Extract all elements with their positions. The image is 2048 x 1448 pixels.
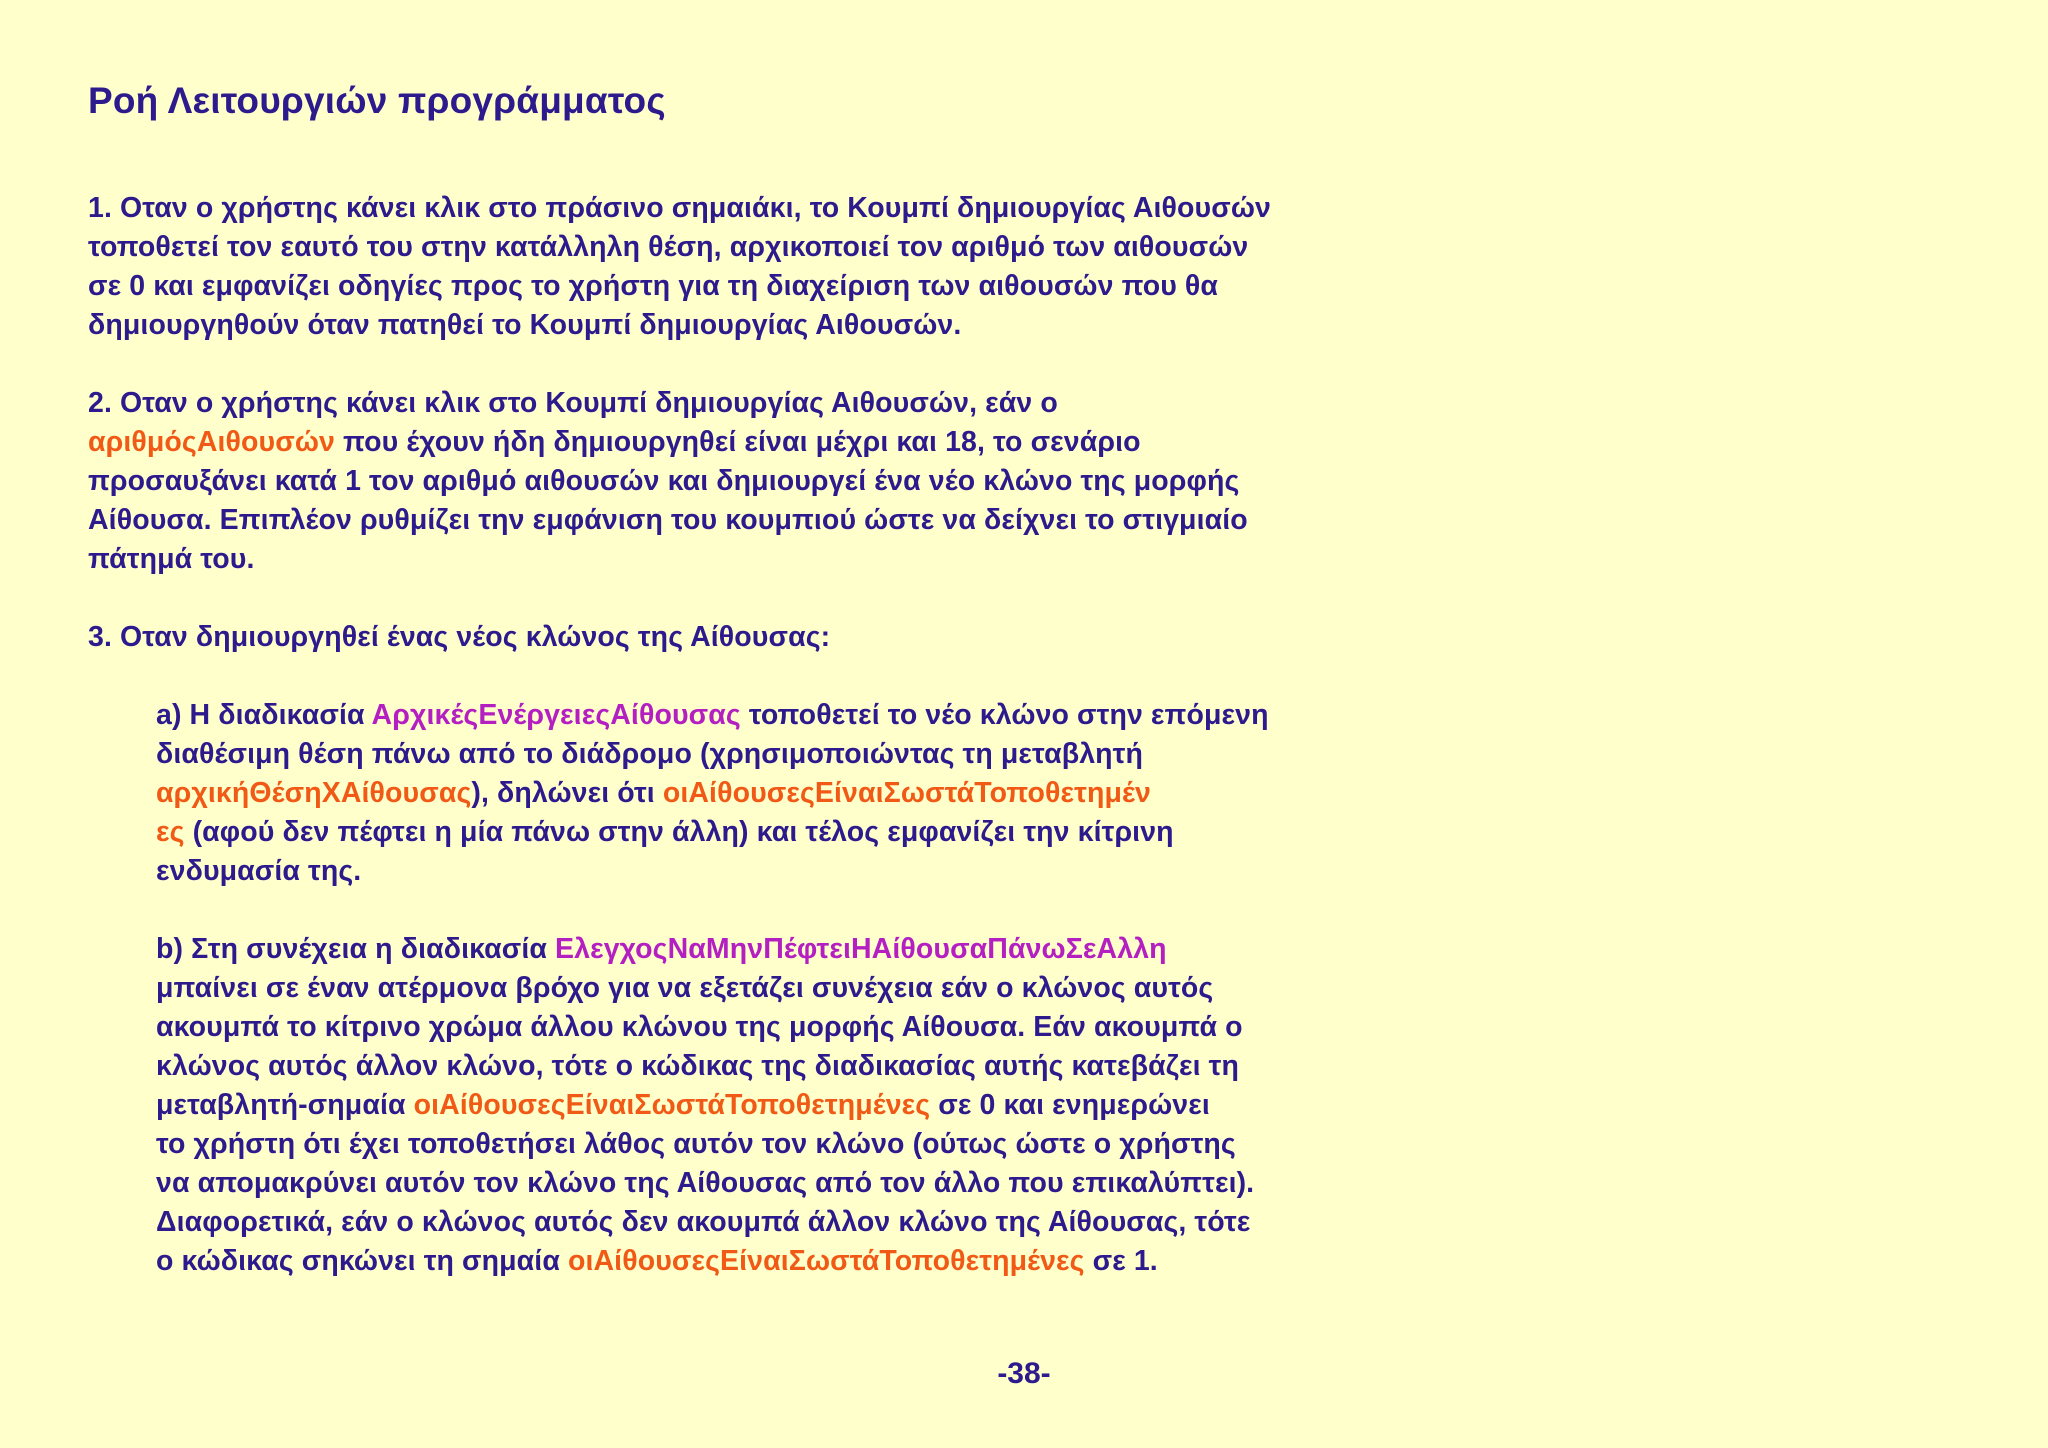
variable-name: ες xyxy=(156,816,185,848)
text-segment: b) Στη συνέχεια η διαδικασία xyxy=(156,933,556,965)
variable-name: οιΑίθουσεςΕίναιΣωστάΤοποθετημέν xyxy=(662,777,1151,809)
page-number: -38- xyxy=(997,1357,1051,1390)
item1-line2: τοποθετεί τον εαυτό του στην κατάλληλη θέση, αρχικοποιεί τον αριθμό των αιθουσών xyxy=(88,231,1249,263)
item2-line4: Αίθουσα. Επιπλέον ρυθμίζει την εμφάνιση του κουμπιού ώστε να δείχνει το στιγμιαίο xyxy=(88,504,1248,536)
text-segment: ο κώδικας σηκώνει τη σημαία xyxy=(156,1245,568,1277)
text-segment: τοποθετεί το νέο κλώνο στην επόμενη xyxy=(740,699,1269,731)
item2-line2 xyxy=(88,423,1141,462)
text-segment: σε 1. xyxy=(1084,1245,1158,1277)
item3a-line3 xyxy=(156,774,1151,813)
text-segment: a) Η διαδικασία xyxy=(156,699,372,731)
item3b-line1 xyxy=(156,930,1167,969)
item3b-line6: το χρήστη ότι έχει τοποθετήσει λάθος αυτόν τον κλώνο (ούτως ώστε ο χρήστης xyxy=(156,1128,1236,1160)
item3a-line1 xyxy=(156,696,1269,735)
item3b-line3: ακουμπά το κίτρινο χρώμα άλλου κλώνου της μορφής Αίθουσα. Εάν ακουμπά ο xyxy=(156,1011,1243,1043)
item1-line1: 1. Οταν ο χρήστης κάνει κλικ στο πράσινο σημαιάκι, το Κουμπί δημιουργίας Αιθουσών xyxy=(88,192,1271,224)
procedure-name: ΕλεγχοςΝαΜηνΠέφτειΗΑίθουσαΠάνωΣεΑλλη xyxy=(555,933,1167,965)
variable-name: οιΑίθουσεςΕίναιΣωστάΤοποθετημένες xyxy=(413,1089,931,1121)
text-segment: σε 0 και ενημερώνει xyxy=(930,1089,1210,1121)
text-segment: (αφού δεν πέφτει η μία πάνω στην άλλη) και τέλος εμφανίζει την κίτρινη xyxy=(184,816,1174,848)
item3b-line2: μπαίνει σε έναν ατέρμονα βρόχο για να εξετάζει συνέχεια εάν ο κλώνος αυτός xyxy=(156,972,1214,1004)
variable-name: οιΑίθουσεςΕίναιΣωστάΤοποθετημένες xyxy=(567,1245,1085,1277)
text-segment: μεταβλητή-σημαία xyxy=(156,1089,414,1121)
item3b-line5 xyxy=(156,1086,1210,1125)
variable-name: αριθμόςΑιθουσών xyxy=(88,426,335,458)
item2-line5: πάτημά του. xyxy=(88,543,255,575)
item3a-line2: διαθέσιμη θέση πάνω από το διάδρομο (χρησιμοποιώντας τη μεταβλητή xyxy=(156,738,1143,770)
item1-line4: δημιουργηθούν όταν πατηθεί το Κουμπί δημιουργίας Αιθουσών. xyxy=(88,309,962,341)
item1-line3: σε 0 και εμφανίζει οδηγίες προς το χρήστη για τη διαχείριση των αιθουσών που θα xyxy=(88,270,1219,302)
text-segment: που έχουν ήδη δημιουργηθεί είναι μέχρι και 18, το σενάριο xyxy=(334,426,1141,458)
item3b-line4: κλώνος αυτός άλλον κλώνο, τότε ο κώδικας της διαδικασίας αυτής κατεβάζει τη xyxy=(156,1050,1239,1082)
item3b-line7: να απομακρύνει αυτόν τον κλώνο της Αίθουσας από τον άλλο που επικαλύπτει). xyxy=(156,1167,1255,1199)
item2-line3: προσαυξάνει κατά 1 τον αριθμό αιθουσών και δημιουργεί ένα νέο κλώνο της μορφής xyxy=(88,465,1240,497)
item3b-line8: Διαφορετικά, εάν ο κλώνος αυτός δεν ακουμπά άλλον κλώνο της Αίθουσας, τότε xyxy=(156,1206,1251,1238)
item3-heading: 3. Οταν δημιουργηθεί ένας νέος κλώνος της Αίθουσας: xyxy=(88,621,831,653)
item2-line1: 2. Οταν ο χρήστης κάνει κλικ στο Κουμπί δημιουργίας Αιθουσών, εάν ο xyxy=(88,387,1058,419)
item3a-line5: ενδυμασία της. xyxy=(156,855,362,887)
item3b-line9 xyxy=(156,1242,1158,1281)
item3a-line4 xyxy=(156,813,1174,852)
text-segment: ), δηλώνει ότι xyxy=(471,777,663,809)
variable-name: αρχικήΘέσηΧΑίθουσας xyxy=(156,777,472,809)
page-title: Ροή Λειτουργιών προγράμματος xyxy=(88,80,666,121)
procedure-name: ΑρχικέςΕνέργειεςΑίθουσας xyxy=(371,699,741,731)
